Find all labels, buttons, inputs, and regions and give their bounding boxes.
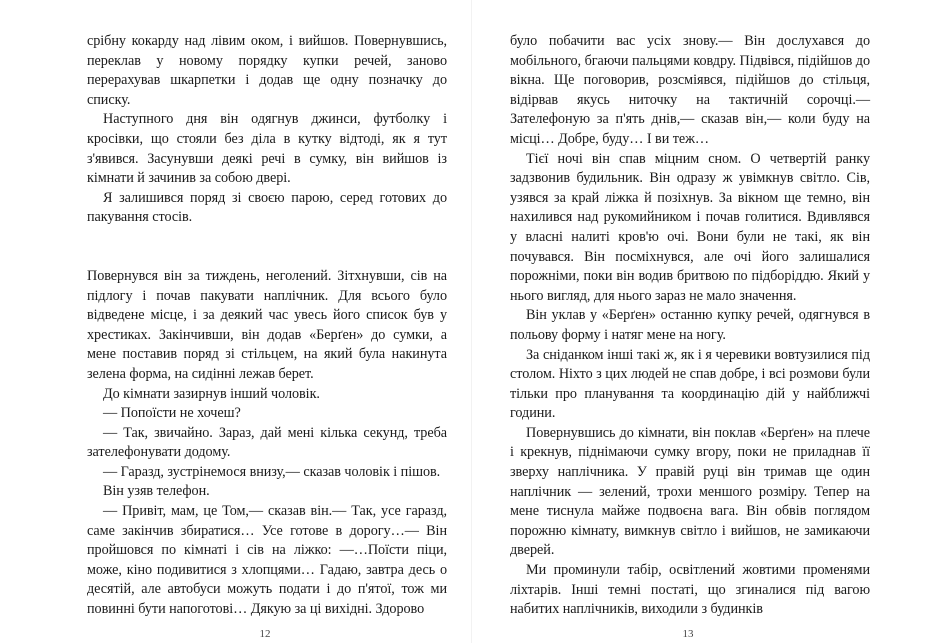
- paragraph: Повернувся він за тиждень, неголений. Зітхнувши, сів на підлогу і почав пакувати наплічник. Для всього було відведене місце, і за деякий час увесь його список був у хрестиках. Закінчивши, він додав «Берґен» до сумки, а мене поставив поряд зі стільцем, на який була накинута зелена форма, на сидінні лежав берет.: [87, 267, 447, 382]
- page-number-left: 12: [259, 628, 271, 640]
- paragraph: До кімнати зазирнув інший чоловік.: [103, 385, 320, 402]
- paragraph: Я залишився поряд зі своєю парою, серед готових до пакування стосів.: [87, 189, 447, 226]
- paragraph: — Гаразд, зустрінемося внизу,— сказав чоловік і пішов.: [103, 463, 441, 480]
- paragraph: срібну кокарду над лівим оком, і вийшов. Повернувшись, переклав у новому порядку купки речей, заново перерахував шкарпетки і додав ще одну позначку до списку.: [87, 33, 447, 108]
- page-number-right: 13: [682, 628, 694, 640]
- left-page: [87, 32, 447, 632]
- paragraph: — Так, звичайно. Зараз, дай мені кілька секунд, треба зателефонувати додому.: [87, 424, 447, 461]
- paragraph: було побачити вас усіх знову.— Він дослухався до мобільного, бгаючи пальцями ковдру. Підвівся, підійшов до вікна. Ще поговорив, розсміявся, підійшов до стільця, відірвав якусь ниточку на тактичній сорочці.— Зателефоную за п'ять днів,— сказав він,— коли буду на місці… Добре, буду… І ви теж…: [510, 33, 870, 147]
- paragraph: Тієї ночі він спав міцним сном. О четвертій ранку задзвонив будильник. Він одразу ж увімкнув світло. Сів, узявся за край ліжка й позіхнув. За вікном ще темно, він нахилився над рукомийником і почав голитися. Вдивлявся у власні налиті кров'ю очі. Вони були не такі, як він почувався. Він посміхнувся, але очі його залишалися порожніми, поки він водив бритвою по підборіддю. Який у нього вигляд, для нього зараз не мало значення.: [510, 150, 870, 304]
- paragraph: За сніданком інші такі ж, як і я черевики вовтузилися під столом. Ніхто з цих людей не спав добре, і всі розмови були тільки про планування та координацію дій у найближчі години.: [510, 346, 870, 422]
- paragraph: Він узяв телефон.: [103, 483, 210, 500]
- paragraph: — Попоїсти не хочеш?: [103, 405, 241, 422]
- paragraph: Він уклав у «Берґен» останню купку речей, одягнувся в польову форму і натяг мене на ногу.: [510, 307, 870, 343]
- paragraph: Повернувшись до кімнати, він поклав «Берґен» на плече і крекнув, піднімаючи сумку вгору, поки не приладнав її зверху наплічника. У правій руці він тримав ще один наплічник — зелений, трохи меншого розміру. Тепер на мене тиснула майже подвоєна вага. Він обвів поглядом порожню кімнату, вимкнув світло і вийшов, не замикаючи дверей.: [510, 424, 870, 559]
- paragraph: Ми проминули табір, освітлений жовтими променями ліхтарів. Інші темні постаті, що згиналися під вагою набитих наплічників, виходили з будинків: [510, 562, 870, 618]
- paragraph: — Привіт, мам, це Том,— сказав він.— Так, усе гаразд, саме закінчив збиратися… Усе готове в дорогу…— Він пройшовся по кімнаті і сів на ліжко: —…Поїсти піци, може, кіно подивитися з хлопцями… Гадаю, завтра десь о десятій, але автобуси можуть подати і до п'ятої, тож ми повинні бути напоготові… Дякую за ці вихідні. Здорово: [87, 503, 447, 618]
- section-break: [87, 228, 447, 267]
- right-page: [510, 32, 870, 632]
- paragraph: Наступного дня він одягнув джинси, футболку і кросівки, що стояли без діла в кутку відтоді, як я тут з'явився. Засунувши деякі речі в сумку, він вийшов із кімнати й зачинив за собою двері.: [87, 111, 447, 187]
- page-fold: [471, 0, 472, 643]
